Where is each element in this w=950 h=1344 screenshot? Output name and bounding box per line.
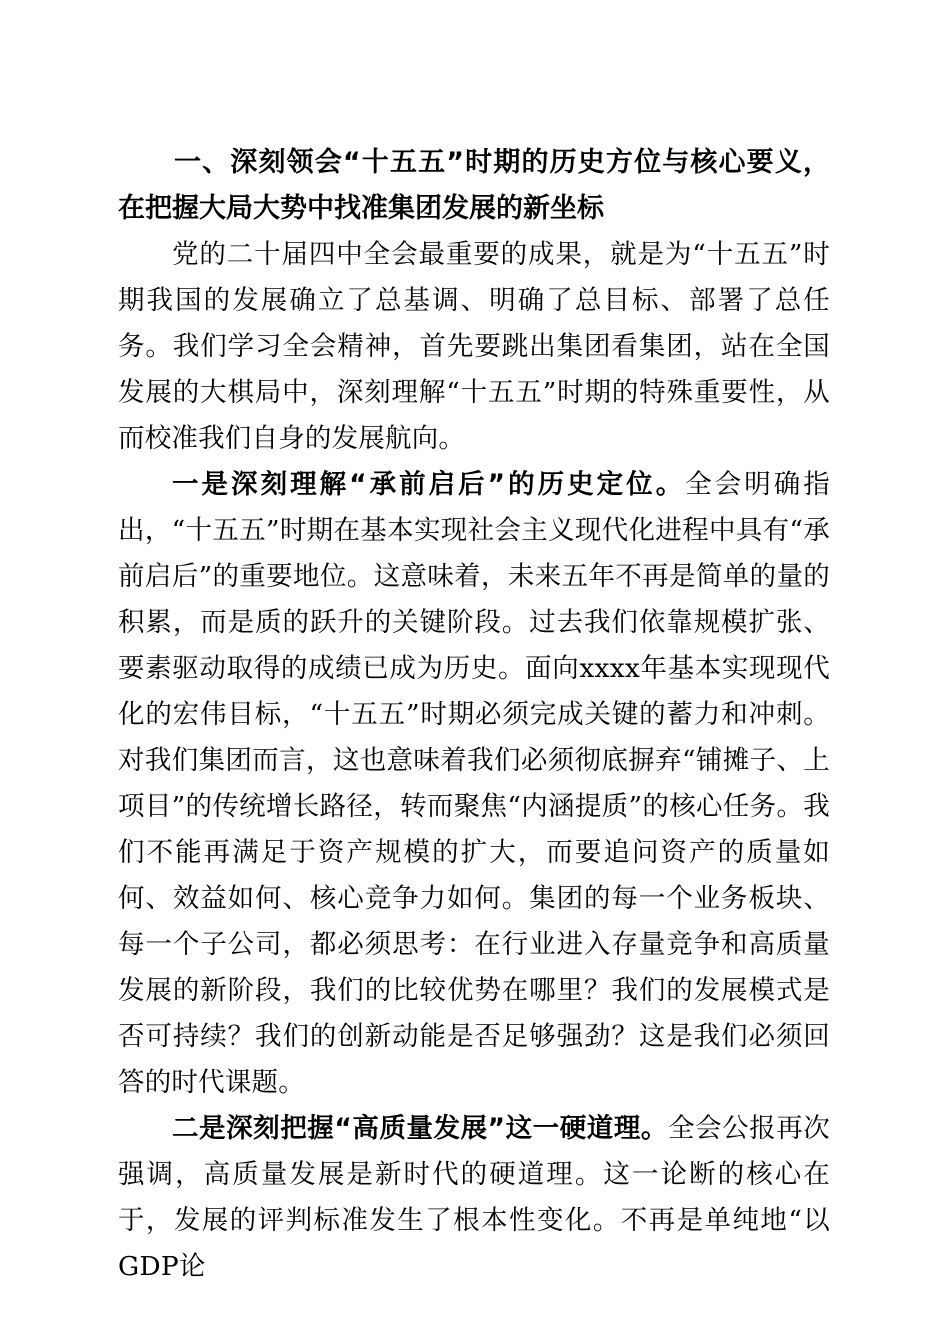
document-body [118,140,830,1290]
paragraph-text: 全会公报再次强调，高质量发展是新时代的硬道理。这一论断的核心在于，发展的评判标准发生了根本性变化。不再是单纯地“以GDP论 [118,1113,831,1282]
paragraph-point-one [118,462,830,1106]
paragraph-text: 党的二十届四中全会最重要的成果，就是为“十五五”时期我国的发展确立了总基调、明确了总目标、部署了总任务。我们学习全会精神，首先要跳出集团看集团，站在全国发展的大棋局中，深刻理解“十五五”时期的特殊重要性，从而校准我们自身的发展航向。 [118,239,830,454]
paragraph-lead: 二是深刻把握“高质量发展”这一硬道理。 [172,1113,668,1144]
paragraph-intro [118,232,830,462]
paragraph-lead: 一是深刻理解“承前启后”的历史定位。 [172,469,686,500]
paragraph-text: 全会明确指出，“十五五”时期在基本实现社会主义现代化进程中具有“承前启后”的重要地位。这意味着，未来五年不再是简单的量的积累，而是质的跃升的关键阶段。过去我们依靠规模扩张、要素驱动取得的成绩已成为历史。面向xxxx年基本实现现代化的宏伟目标，“十五五”时期必须完成关键的蓄力和冲刺。对我们集团而言，这也意味着我们必须彻底摒弃“铺摊子、上项目”的传统增长路径，转而聚焦“内涵提质”的核心任务。我们不能再满足于资产规模的扩大，而要追问资产的质量如何、效益如何、核心竞争力如何。集团的每一个业务板块、每一个子公司，都必须思考：在行业进入存量竞争和高质量发展的新阶段，我们的比较优势在哪里？我们的发展模式是否可持续？我们的创新动能是否足够强劲？这是我们必须回答的时代课题。 [118,469,831,1098]
paragraph-point-two [118,1106,830,1290]
section-heading: 一、深刻领会“十五五”时期的历史方位与核心要义，在把握大局大势中找准集团发展的新坐标 [118,147,830,224]
